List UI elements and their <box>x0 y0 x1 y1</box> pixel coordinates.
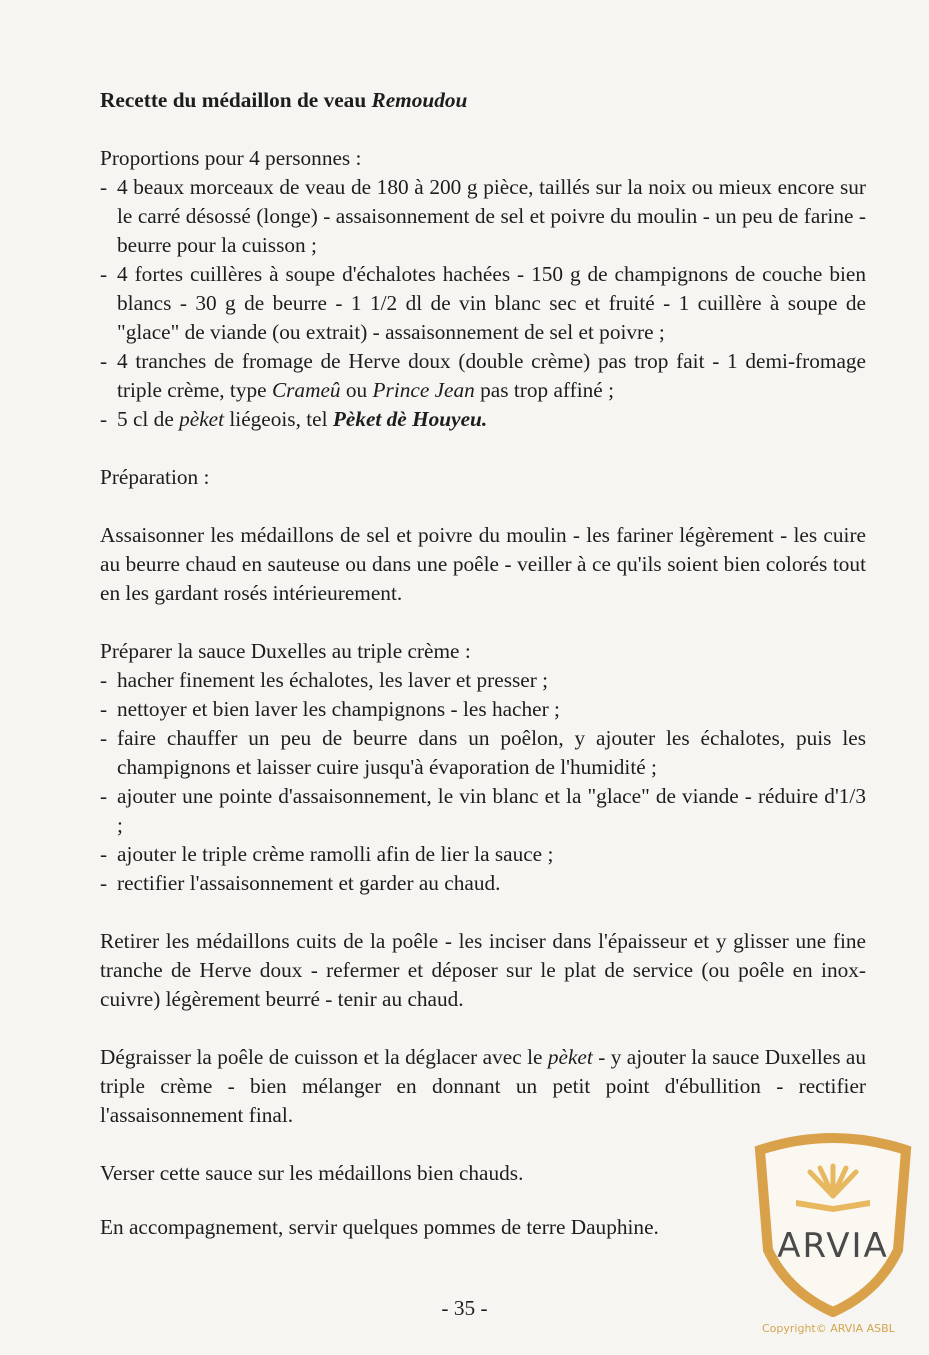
list-item: - rectifier l'assaisonnement et garder au chaud. <box>100 869 866 898</box>
sauce-heading: Préparer la sauce Duxelles au triple crème : <box>100 639 471 663</box>
list-item: - 5 cl de pèket liégeois, tel Pèket dè Houyeu. <box>100 405 866 434</box>
list-item: - 4 fortes cuillères à soupe d'échalotes hachées - 150 g de champignons de couche bien blancs - 30 g de beurre - 1 1/2 dl de vin blanc sec et fruité - 1 cuillère à soupe de "glace" de viande (ou extrait) - assaisonnement de sel et poivre ; <box>100 260 866 347</box>
list-item: - ajouter le triple crème ramolli afin de lier la sauce ; <box>100 840 866 869</box>
arvia-logo <box>748 1132 918 1317</box>
list-item: - 4 beaux morceaux de veau de 180 à 200 g pièce, taillés sur la noix ou mieux encore sur le carré désossé (longe) - assaisonnement de sel et poivre du moulin - un peu de farine - beurre pour la cuisson ; <box>100 173 866 260</box>
ingredients-list <box>100 173 866 434</box>
proportions-heading: Proportions pour 4 personnes : <box>100 146 362 170</box>
list-item: - ajouter une pointe d'assaisonnement, le vin blanc et la "glace" de viande - réduire d'1/3 ; <box>100 782 866 840</box>
page-number: - 35 - <box>441 1296 488 1320</box>
recipe-title: Recette du médaillon de veau Remoudou <box>100 88 468 112</box>
preparation-heading: Préparation : <box>100 465 210 489</box>
recipe-title-italic: Remoudou <box>371 88 468 112</box>
step-paragraph: En accompagnement, servir quelques pommes de terre Dauphine. <box>100 1215 659 1239</box>
list-item: - nettoyer et bien laver les champignons - les hacher ; <box>100 695 866 724</box>
step-paragraph: Verser cette sauce sur les médaillons bien chauds. <box>100 1161 524 1185</box>
recipe-page <box>100 86 866 1242</box>
step-paragraph: Dégraisser la poêle de cuisson et la déglacer avec le pèket - y ajouter la sauce Duxelles au triple crème - bien mélanger en donnant un petit point d'ébullition - rectifier l'assaisonnement final. <box>100 1045 866 1127</box>
shield-icon <box>748 1132 918 1317</box>
list-item: - 4 tranches de fromage de Herve doux (double crème) pas trop fait - 1 demi-fromage triple crème, type Crameû ou Prince Jean pas trop affiné ; <box>100 347 866 405</box>
sauce-steps-list <box>100 666 866 898</box>
logo-text: ARVIA <box>777 1226 889 1266</box>
list-item: - faire chauffer un peu de beurre dans un poêlon, y ajouter les échalotes, puis les champignons et laisser cuire jusqu'à évaporation de l'humidité ; <box>100 724 866 782</box>
step-paragraph: Retirer les médaillons cuits de la poêle - les inciser dans l'épaisseur et y glisser une fine tranche de Herve doux - refermer et déposer sur le plat de service (ou poêle en inox-cuivre) légèrement beurré - tenir au chaud. <box>100 929 866 1011</box>
step-paragraph: Assaisonner les médaillons de sel et poivre du moulin - les fariner légèrement - les cuire au beurre chaud en sauteuse ou dans une poêle - veiller à ce qu'ils soient bien colorés tout en les gardant rosés intérieurement. <box>100 523 866 605</box>
list-item: - hacher finement les échalotes, les laver et presser ; <box>100 666 866 695</box>
copyright-notice: Copyright© ARVIA ASBL <box>762 1322 895 1335</box>
